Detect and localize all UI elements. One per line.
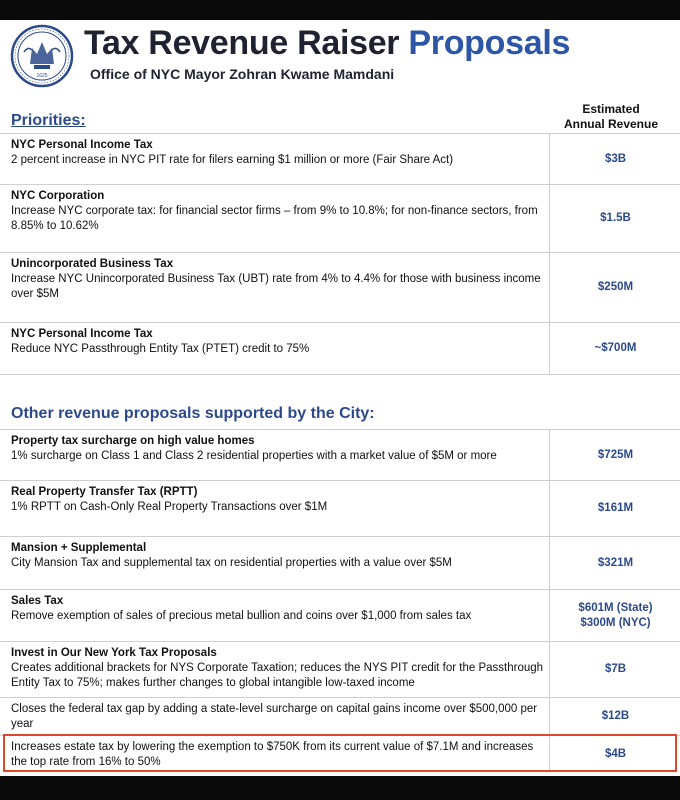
- other-proposals-section-title: Other revenue proposals supported by the City:: [11, 405, 375, 422]
- bottom-black-bar: [0, 776, 680, 800]
- row-amount: $321M: [549, 537, 680, 589]
- table-row: [0, 642, 680, 698]
- row-amount: $1.5B: [549, 185, 680, 252]
- revenue-header-line2: Annual Revenue: [563, 117, 659, 131]
- row-description: 2 percent increase in NYC PIT rate for filers earning $1 million or more (Fair Share Act): [11, 154, 454, 166]
- row-description: Creates additional brackets for NYS Corporate Taxation; reduces the NYS PIT credit for the Passthrough Entity Tax to 75%; makes further changes to global intangible low-taxed income: [11, 662, 544, 689]
- table-row: [0, 537, 680, 590]
- highlight-box: [3, 734, 677, 772]
- row-description: Closes the federal tax gap by adding a state-level surcharge on capital gains income over $500,000 per year: [11, 703, 538, 730]
- row-name: Real Property Transfer Tax (RPTT): [11, 486, 198, 498]
- row-amount: $725M: [549, 430, 680, 480]
- top-black-bar: [0, 0, 680, 20]
- table-row: [0, 253, 680, 323]
- row-name: Mansion + Supplemental: [11, 542, 147, 554]
- row-description: Increases estate tax by lowering the exemption to $750K from its current value of $7.1M and increases the top rate from 16% to 50%: [11, 741, 534, 768]
- page-subtitle: Office of NYC Mayor Zohran Kwame Mamdani: [90, 66, 395, 82]
- title-main: Tax Revenue Raiser: [84, 24, 409, 62]
- row-amount: $7B: [549, 642, 680, 697]
- row-description: 1% RPTT on Cash-Only Real Property Transactions over $1M: [11, 501, 328, 513]
- row-name: NYC Personal Income Tax: [11, 328, 153, 340]
- row-description: City Mansion Tax and supplemental tax on residential properties with a value over $5M: [11, 557, 452, 569]
- row-description: Remove exemption of sales of precious metal bullion and coins over $1,000 from sales tax: [11, 610, 472, 622]
- row-name: Unincorporated Business Tax: [11, 258, 174, 270]
- title-accent: Proposals: [408, 24, 571, 62]
- row-description: Reduce NYC Passthrough Entity Tax (PTET) credit to 75%: [11, 343, 310, 355]
- row-name: Property tax surcharge on high value homes: [11, 435, 255, 447]
- row-amount: $250M: [549, 253, 680, 322]
- row-amount: $161M: [549, 481, 680, 536]
- row-amount: $4B: [549, 736, 680, 772]
- table-row: [0, 133, 680, 185]
- row-amount: $12B: [549, 698, 680, 735]
- row-name: Invest in Our New York Tax Proposals: [11, 647, 217, 659]
- row-description: Increase NYC corporate tax: for financial sector firms – from 9% to 10.8%; for non-finance sectors, from 8.85% to 10.62%: [11, 205, 538, 232]
- row-description: Increase NYC Unincorporated Business Tax (UBT) rate from 4% to 4.4% for those with business income over $5M: [11, 273, 541, 300]
- table-row: [0, 185, 680, 253]
- page-title: [84, 24, 570, 63]
- seal-year: 1625: [36, 73, 48, 79]
- priorities-section-title: Priorities:: [11, 112, 86, 129]
- table-row: [0, 481, 680, 537]
- table-row: [0, 698, 680, 736]
- table-row: [0, 590, 680, 642]
- table-row: [0, 429, 680, 481]
- row-amount: $601M (State) $300M (NYC): [549, 590, 680, 641]
- table-row: [0, 323, 680, 375]
- row-name: Sales Tax: [11, 595, 64, 607]
- row-description: 1% surcharge on Class 1 and Class 2 residential properties with a market value of $5M or more: [11, 450, 497, 462]
- nyc-seal-icon: [10, 24, 74, 88]
- row-name: NYC Personal Income Tax: [11, 139, 153, 151]
- row-amount: ~$700M: [549, 323, 680, 374]
- revenue-header-line1: Estimated: [582, 102, 640, 116]
- row-name: NYC Corporation: [11, 190, 105, 202]
- revenue-column-header: [546, 102, 676, 132]
- row-amount: $3B: [549, 134, 680, 184]
